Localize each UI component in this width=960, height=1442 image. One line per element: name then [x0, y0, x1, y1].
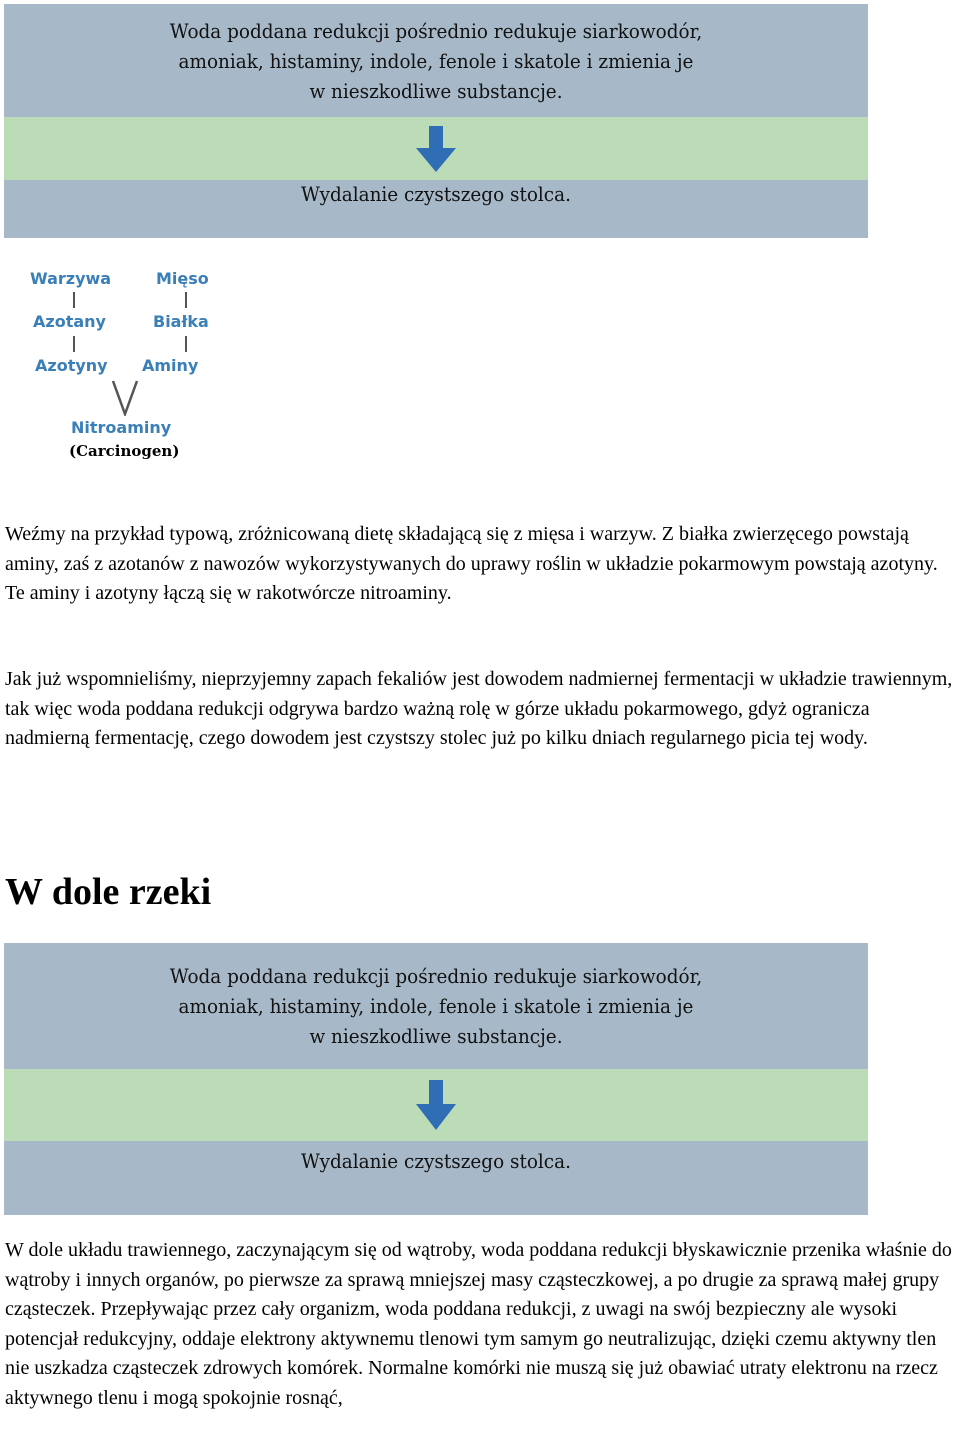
- flowchart-line: Woda poddana redukcji pośrednio redukuje siarkowodór,: [169, 964, 703, 988]
- diagram-label-bialka: Białka: [153, 312, 209, 331]
- paragraph-fermentation: Jak już wspomnieliśmy, nieprzyjemny zapach fekaliów jest dowodem nadmiernej fermentacji w układzie trawiennym, tak więc woda poddana redukcji odgrywa bardzo ważną rolę w górze układu pokarmowego, gdyż ogranicza nadmierną fermentację, czego dowodem jest czystszy stolec już po kilku dniach regularnego picia tej wody.: [5, 668, 953, 749]
- flowchart-bottom-text: Wydalanie czystszego stolca.: [301, 182, 571, 206]
- diagram-label-mieso: Mięso: [156, 269, 209, 288]
- diagram-label-nitroaminy: Nitroaminy: [71, 418, 172, 437]
- diagram-label-carcinogen: (Carcinogen): [69, 442, 180, 460]
- diagram-v-connector: [111, 380, 139, 416]
- section-heading: W dole rzeki: [5, 871, 212, 913]
- flowchart-arrow-band: [4, 1069, 868, 1141]
- nitroamine-diagram: [17, 250, 227, 476]
- down-arrow-icon: [414, 1078, 458, 1132]
- flowchart-bottom: [4, 943, 868, 1215]
- diagram-label-azotany: Azotany: [33, 312, 106, 331]
- flowchart-line: Woda poddana redukcji pośrednio redukuje siarkowodór,: [169, 18, 703, 43]
- flowchart-bottom-text: Wydalanie czystszego stolca.: [301, 1149, 571, 1173]
- diagram-connector: [185, 336, 187, 352]
- flowchart-line: w nieszkodliwe substancje.: [309, 1024, 563, 1048]
- diagram-label-azotyny: Azotyny: [35, 356, 108, 375]
- diagram-label-aminy: Aminy: [142, 356, 199, 375]
- down-arrow-icon: [414, 124, 458, 174]
- flowchart-top-text: [39, 4, 834, 117]
- diagram-label-warzywa: Warzywa: [30, 269, 112, 288]
- flowchart-top: [4, 4, 868, 238]
- diagram-connector: [73, 292, 75, 308]
- flowchart-line: w nieszkodliwe substancje.: [309, 78, 563, 103]
- flowchart-line: amoniak, histaminy, indole, fenole i skatole i zmienia je: [178, 994, 694, 1018]
- paragraph-diet: Weźmy na przykład typową, zróżnicowaną dietę składającą się z mięsa i warzyw. Z białka zwierzęcego powstają aminy, zaś z azotanów z nawozów wykorzystywanych do uprawy roślin w układzie pokarmowym powstają azotyny. Te aminy i azotyny łączą się w rakotwórcze nitroaminy.: [5, 523, 938, 604]
- diagram-connector: [185, 292, 187, 308]
- paragraph-downstream: W dole układu trawiennego, zaczynającym się od wątroby, woda poddana redukcji błyskawicznie przenika właśnie do wątroby i innych organów, po pierwsze za sprawą mniejszej masy cząsteczkowej, a po drugie za sprawą małej grupy cząsteczek. Przepływając przez cały organizm, woda poddana redukcji, z uwagi na swój bezpieczny ale wysoki potencjał redukcyjny, oddaje elektrony aktywnemu tlenowi tym samym go neutralizując, dzięki czemu aktywny tlen nie uszkadza cząsteczek zdrowych komórek. Normalne komórki nie muszą się już obawiać utraty elektronu na rzecz aktywnego tlenu i mogą spokojnie rosnąć,: [5, 1239, 952, 1409]
- flowchart-top-text: [39, 943, 834, 1069]
- flowchart-line: amoniak, histaminy, indole, fenole i skatole i zmienia je: [178, 48, 694, 73]
- flowchart-arrow-band: [4, 117, 868, 180]
- diagram-connector: [73, 336, 75, 352]
